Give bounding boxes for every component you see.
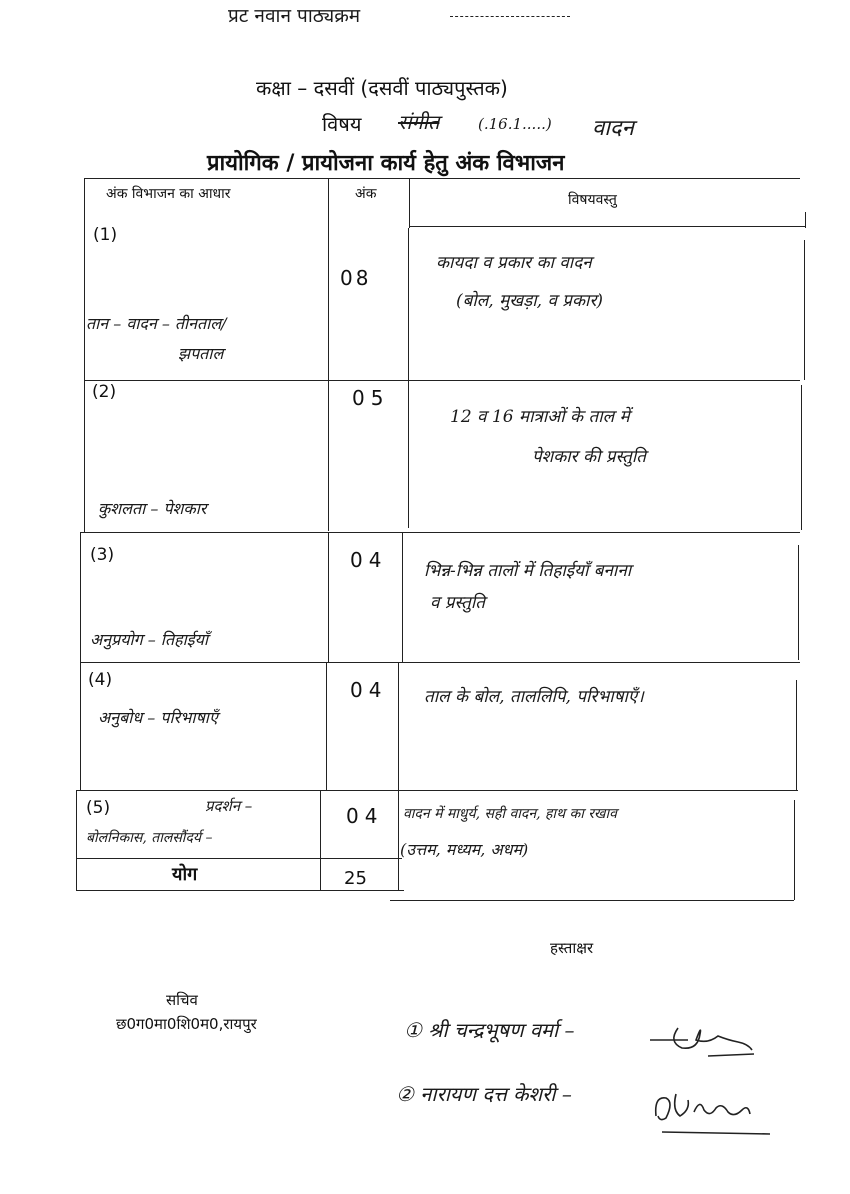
secretary-title: सचिव (166, 991, 198, 1009)
subject-label: विषय (322, 112, 362, 136)
subject-code: (.16.1.....) (478, 115, 552, 133)
signatory-1-name: ① श्री चन्द्रभूषण वर्मा – (404, 1018, 575, 1042)
row-number: (2) (92, 382, 117, 402)
row-basis-line2: झपताल (178, 344, 224, 363)
row-basis: तान – वादन – तीनताल/ (86, 314, 227, 333)
row-basis: प्रदर्शन – (205, 797, 253, 815)
header-marks: अंक (355, 186, 377, 202)
header-basis: अंक विभाजन का आधार (106, 186, 231, 202)
secretary-org: छ0ग0मा0शि0म0,रायपुर (116, 1015, 257, 1033)
signatory-2-name: ② नारायण दत्त केशरी – (396, 1082, 572, 1106)
signature-1-scribble (648, 1010, 758, 1065)
subject-struck-text: संगीत (398, 110, 440, 134)
class-heading: कक्षा – दसवीं (दसवीं पाठ्यपुस्तक) (256, 76, 508, 100)
page-title: प्रायोगिक / प्रायोजना कार्य हेतु अंक विभाजन (207, 151, 565, 176)
row-marks: 04 (350, 548, 388, 572)
row-marks: 08 (340, 266, 372, 290)
row-content-line2: (उत्तम, मध्यम, अधम) (400, 840, 529, 859)
row-number: (3) (90, 545, 115, 565)
row-basis-line2: बोलनिकास, तालसौंदर्य – (86, 830, 213, 846)
header-content: विषयवस्तु (568, 192, 617, 208)
signature-heading: हस्ताक्षर (550, 939, 594, 957)
row-number: (4) (88, 670, 113, 690)
top-header-fragment: प्रट नवान पाठ्यक्रम (228, 5, 361, 27)
row-content-line2: (बोल, मुखड़ा, व प्रकार) (456, 291, 604, 311)
row-content-line2: पेशकार की प्रस्तुति (532, 447, 646, 467)
row-content: कायदा व प्रकार का वादन (436, 253, 592, 273)
signature-2-scribble (650, 1080, 780, 1140)
top-dashed-line (450, 16, 570, 17)
row-content: भिन्न-भिन्न तालों में तिहाईयाँ बनाना (424, 561, 632, 581)
row-number: (5) (86, 798, 111, 818)
row-content: वादन में माधुर्य, सही वादन, हाथ का रखाव (403, 806, 617, 822)
row-content: 12 व 16 मात्राओं के ताल में (450, 407, 630, 427)
row-basis: अनुप्रयोग – तिहाईयाँ (90, 630, 208, 649)
row-content: ताल के बोल, ताललिपि, परिभाषाएँ। (424, 687, 644, 707)
row-marks: 04 (346, 804, 384, 828)
row-basis: अनुबोध – परिभाषाएँ (98, 708, 218, 727)
total-value: 25 (344, 868, 367, 889)
row-basis: कुशलता – पेशकार (98, 499, 207, 518)
row-marks: 04 (350, 678, 388, 702)
total-label: योग (172, 864, 198, 885)
row-content-line2: व प्रस्तुति (430, 593, 485, 613)
row-marks: 05 (352, 386, 390, 410)
subject-handwritten: वादन (592, 116, 634, 141)
row-number: (1) (93, 225, 118, 245)
